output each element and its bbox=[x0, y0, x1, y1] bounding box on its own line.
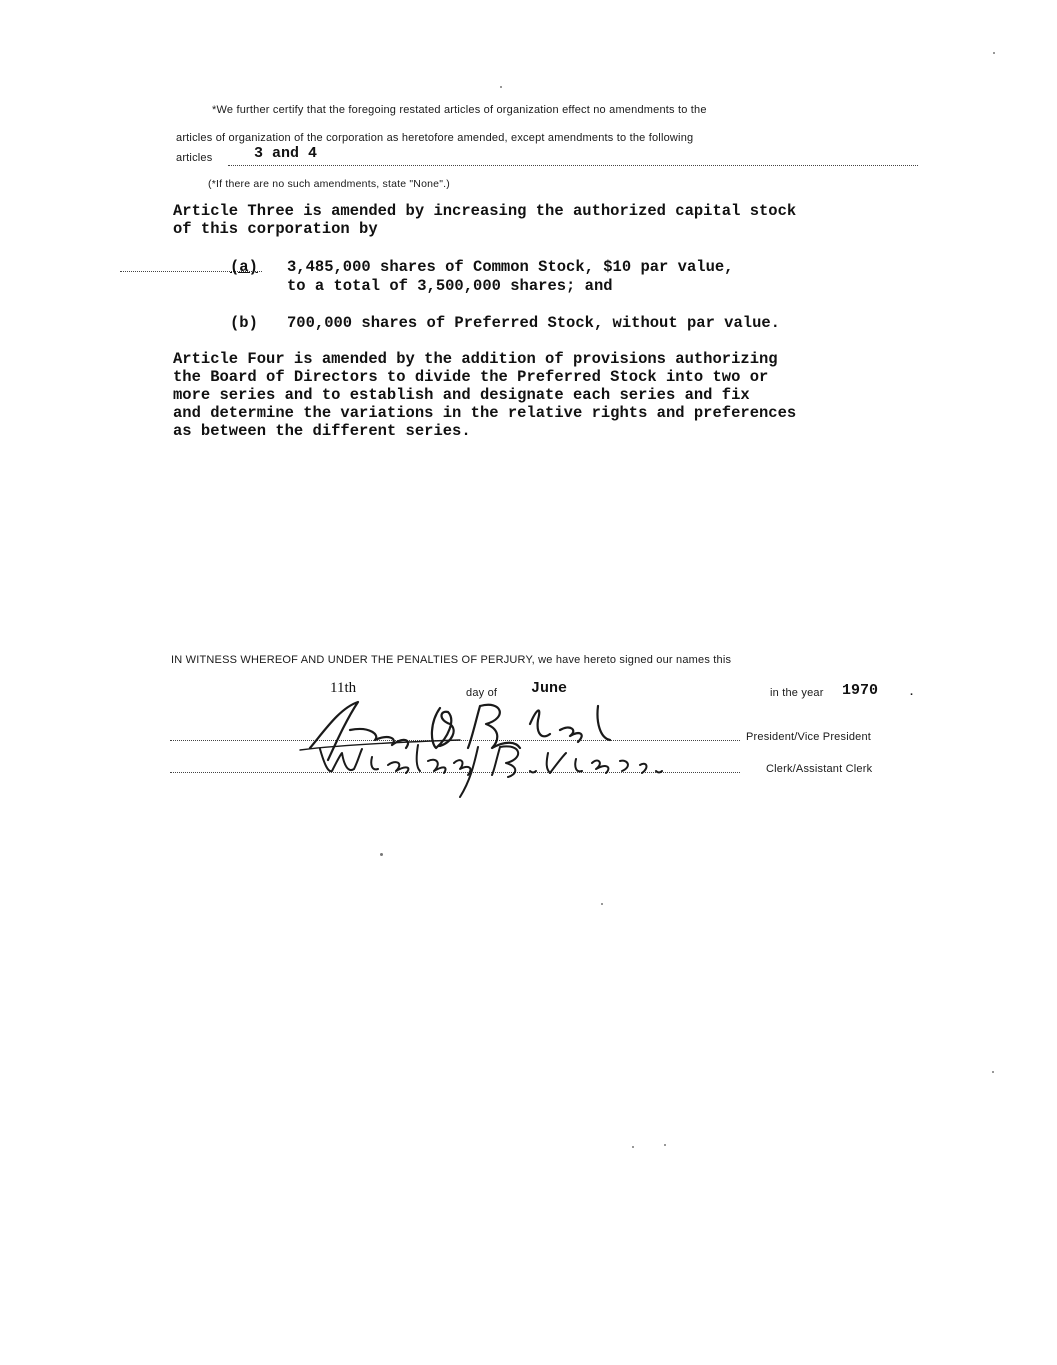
item-b-text: 700,000 shares of Preferred Stock, without par value. bbox=[287, 314, 780, 332]
witness-statement: IN WITNESS WHEREOF AND UNDER THE PENALTIES OF PERJURY, we have hereto signed our names this bbox=[171, 654, 732, 666]
item-a-line-2: to a total of 3,500,000 shares; and bbox=[287, 277, 613, 295]
period-mark: . bbox=[910, 686, 914, 698]
item-b-label: (b) bbox=[230, 314, 258, 332]
day-of-label: day of bbox=[466, 687, 498, 699]
article-four-line-5: as between the different series. bbox=[173, 422, 471, 440]
scan-speck bbox=[992, 1071, 994, 1073]
scan-speck bbox=[380, 853, 383, 856]
month-value: June bbox=[531, 680, 568, 697]
year-value: 1970 bbox=[842, 682, 879, 699]
scan-speck bbox=[993, 52, 995, 54]
article-four-line-4: and determine the variations in the relative rights and preferences bbox=[173, 404, 797, 422]
scan-speck bbox=[664, 1144, 666, 1146]
president-label: President/Vice President bbox=[746, 731, 872, 743]
scan-speck bbox=[500, 86, 502, 88]
item-a-label: (a) bbox=[230, 258, 258, 276]
clerk-signature bbox=[300, 735, 700, 805]
day-value: 11th bbox=[330, 680, 357, 696]
none-note: (*If there are no such amendments, state "None".) bbox=[208, 178, 450, 190]
articles-fill-line bbox=[228, 164, 918, 166]
article-four-line-2: the Board of Directors to divide the Preferred Stock into two or bbox=[173, 368, 769, 386]
articles-label: articles bbox=[176, 152, 213, 164]
article-four-line-3: more series and to establish and designate each series and fix bbox=[173, 386, 750, 404]
certify-line-3 bbox=[176, 152, 212, 164]
articles-value: 3 and 4 bbox=[254, 145, 318, 162]
item-a-line-1: 3,485,000 shares of Common Stock, $10 par value, bbox=[287, 258, 734, 276]
article-three-line-1: Article Three is amended by increasing the authorized capital stock bbox=[173, 202, 797, 220]
clerk-label: Clerk/Assistant Clerk bbox=[766, 763, 873, 775]
article-three-line-2: of this corporation by bbox=[173, 220, 378, 238]
certify-line-1: *We further certify that the foregoing restated articles of organization effect no amendments to the bbox=[212, 104, 707, 116]
year-label: in the year bbox=[770, 687, 824, 699]
scan-speck bbox=[601, 903, 603, 905]
scan-speck bbox=[632, 1146, 634, 1148]
certify-line-2: articles of organization of the corporation as heretofore amended, except amendments to the following bbox=[176, 132, 694, 144]
article-four-line-1: Article Four is amended by the addition of provisions authorizing bbox=[173, 350, 778, 368]
